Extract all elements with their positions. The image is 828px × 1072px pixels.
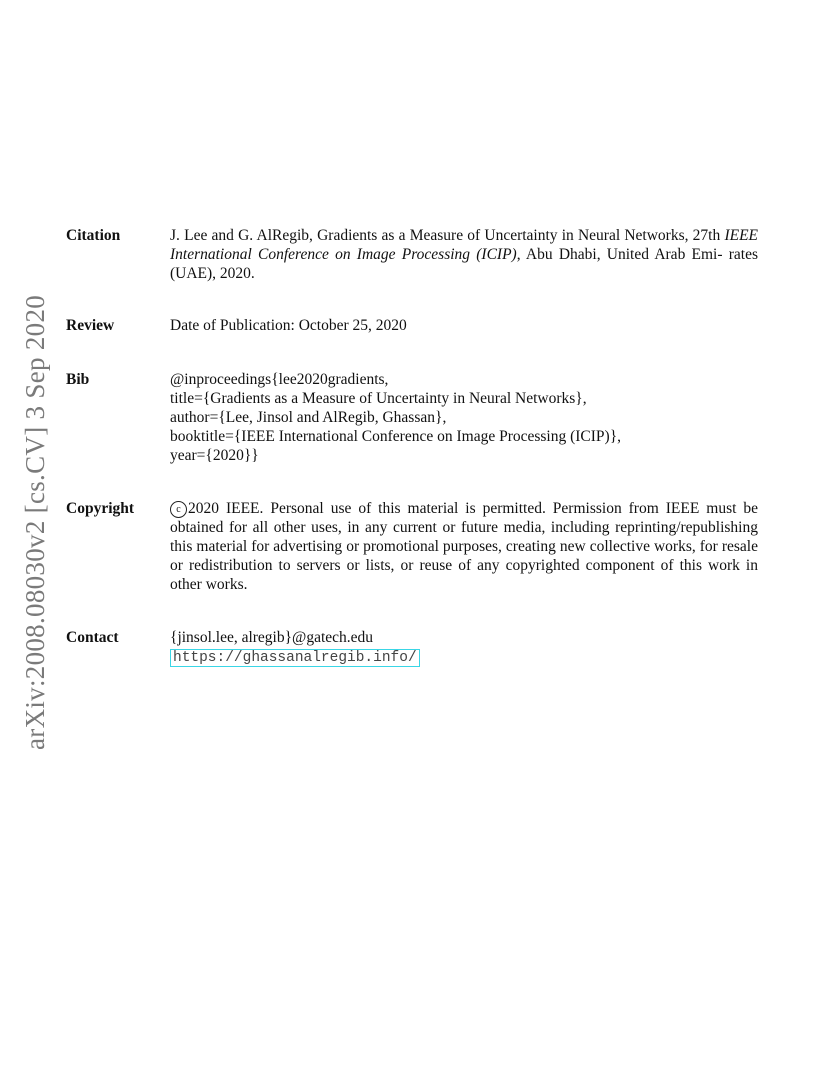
bib-line: @inproceedings{lee2020gradients, xyxy=(170,371,389,388)
citation-part2: , Abu Dhabi, United Arab Emi- xyxy=(516,246,723,263)
review-label: Review xyxy=(66,317,115,334)
citation-label: Citation xyxy=(66,227,121,244)
bib-entry xyxy=(170,370,758,465)
bib-section xyxy=(66,370,758,465)
copyright-text xyxy=(170,499,758,594)
bib-line: author={Lee, Jinsol and AlRegib, Ghassan}, xyxy=(170,409,447,426)
review-text: Date of Publication: October 25, 2020 xyxy=(170,317,407,334)
copyright-label: Copyright xyxy=(66,500,135,517)
bib-label: Bib xyxy=(66,371,90,388)
copyright-section xyxy=(66,499,758,594)
copyright-body: 2020 IEEE. Personal use of this material is permitted. Permission from IEEE must be obtained for all other uses, in any current or future media, including reprinting/republishing this material for advertising or promotional purposes, creating new collective works, for resale or redistribution to servers or lists, or reuse of any copyrighted component of this work in other works. xyxy=(170,500,758,593)
contact-label: Contact xyxy=(66,629,119,646)
arxiv-side-stamp: arXiv:2008.08030v2 [cs.CV] 3 Sep 2020 xyxy=(20,294,50,750)
bib-line: booktitle={IEEE International Conference on Image Processing (ICIP)}, xyxy=(170,428,622,445)
bib-line: year={2020}} xyxy=(170,447,259,464)
citation-venue: IEEE International Conference on Image Processing (ICIP) xyxy=(170,227,759,263)
citation-part3: rates (UAE), 2020. xyxy=(170,246,759,282)
contact-info xyxy=(170,628,758,667)
citation-section xyxy=(66,226,758,283)
citation-text xyxy=(170,226,758,283)
citation-part1: J. Lee and G. AlRegib, Gradients as a Measure of Uncertainty in Neural Networks, 27th xyxy=(170,227,721,244)
contact-section xyxy=(66,628,758,667)
contact-email: {jinsol.lee, alregib}@gatech.edu xyxy=(170,629,374,646)
bib-line: title={Gradients as a Measure of Uncertainty in Neural Networks}, xyxy=(170,390,587,407)
review-section xyxy=(66,316,758,335)
copyright-symbol-icon: c xyxy=(170,501,187,518)
contact-url-link[interactable]: https://ghassanalregib.info/ xyxy=(170,649,420,667)
